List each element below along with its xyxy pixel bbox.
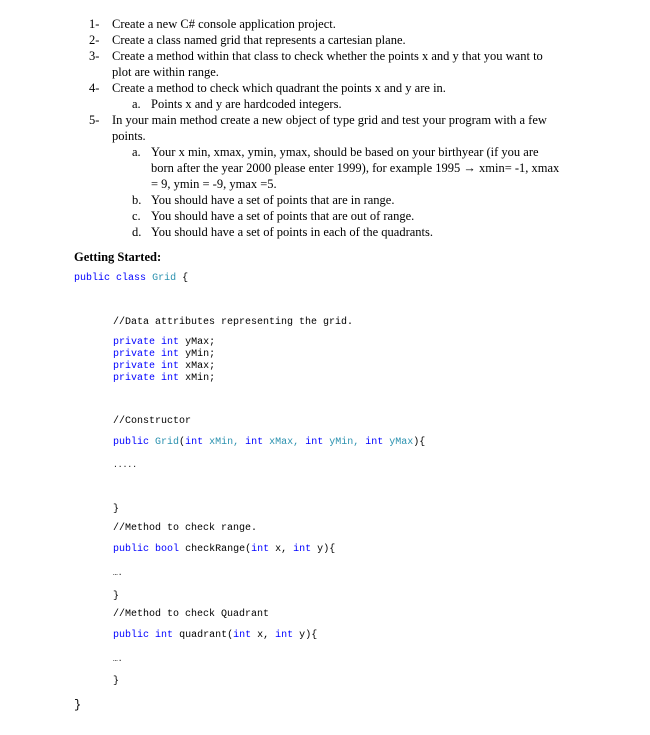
type-name: Grid bbox=[152, 273, 177, 284]
step-2-number: 2- bbox=[89, 33, 100, 47]
keyword: int bbox=[293, 544, 312, 555]
step-5c-letter: c. bbox=[132, 209, 141, 223]
code-comment-constructor: //Constructor bbox=[113, 416, 192, 427]
step-1-text: Create a new C# console application project. bbox=[112, 17, 336, 31]
brace: ){ bbox=[305, 630, 318, 641]
param-name: xMin, bbox=[209, 437, 240, 448]
code-checkrange-body-placeholder: …. bbox=[113, 569, 123, 578]
brace: ){ bbox=[413, 437, 426, 448]
keyword: int bbox=[245, 437, 264, 448]
step-3-text-line1: Create a method within that class to check whether the points x and y that you want to bbox=[112, 49, 543, 63]
keyword: private bbox=[113, 337, 156, 348]
keyword: int bbox=[155, 630, 174, 641]
keyword: int bbox=[185, 437, 204, 448]
step-5d-text: You should have a set of points in each of the quadrants. bbox=[151, 225, 434, 239]
keyword: private bbox=[113, 361, 156, 372]
code-constructor-signature: public Grid(int xMin, int xMax, int yMin, int yMax){ bbox=[113, 437, 426, 448]
brace: ){ bbox=[323, 544, 336, 555]
code-close-brace-3: } bbox=[113, 676, 120, 687]
brace: { bbox=[182, 273, 189, 284]
keyword: int bbox=[305, 437, 324, 448]
param-name: yMax bbox=[389, 437, 414, 448]
getting-started-heading: Getting Started: bbox=[74, 250, 162, 264]
step-5-text-line1: In your main method create a new object of type grid and test your program with a few bbox=[112, 113, 547, 127]
keyword: private bbox=[113, 349, 156, 360]
step-2-text: Create a class named grid that represents a cartesian plane. bbox=[112, 33, 406, 47]
step-5-text-line2: points. bbox=[112, 129, 146, 143]
code-field-ymin bbox=[113, 349, 215, 361]
keyword: public bbox=[113, 544, 150, 555]
step-4-number: 4- bbox=[89, 81, 100, 95]
code-comment-range: //Method to check range. bbox=[113, 523, 258, 534]
step-5a-text-line1: Your x min, xmax, ymin, ymax, should be based on your birthyear (if you are bbox=[151, 145, 539, 159]
step-5b-letter: b. bbox=[132, 193, 142, 207]
keyword: int bbox=[365, 437, 384, 448]
step-1-number: 1- bbox=[89, 17, 100, 31]
param-name: x, bbox=[275, 544, 288, 555]
method-name: checkRange( bbox=[185, 544, 252, 555]
step-5a-letter: a. bbox=[132, 145, 141, 159]
code-close-brace-1: } bbox=[113, 504, 120, 515]
step-5a-text-line2: born after the year 2000 please enter 1999), for example 1995 → xmin= -1, xmax bbox=[151, 161, 560, 175]
param-name: y bbox=[299, 630, 306, 641]
step-3-number: 3- bbox=[89, 49, 100, 63]
keyword: private bbox=[113, 373, 156, 384]
step-4a-letter: a. bbox=[132, 97, 141, 111]
keyword: int bbox=[161, 337, 180, 348]
method-name: quadrant( bbox=[179, 630, 234, 641]
code-close-class-brace: } bbox=[74, 698, 82, 712]
step-5b-text: You should have a set of points that are in range. bbox=[151, 193, 395, 207]
param-name: x, bbox=[257, 630, 270, 641]
keyword: int bbox=[251, 544, 270, 555]
step-5a-text-line3: = 9, ymin = -9, ymax =5. bbox=[151, 177, 277, 191]
keyword: int bbox=[161, 373, 180, 384]
keyword: public bbox=[113, 437, 150, 448]
code-field-xmin bbox=[113, 373, 215, 385]
field-name: yMax; bbox=[185, 337, 216, 348]
keyword: class bbox=[116, 273, 147, 284]
step-4a-text: Points x and y are hardcoded integers. bbox=[151, 97, 342, 111]
step-5-number: 5- bbox=[89, 113, 100, 127]
field-name: xMax; bbox=[185, 361, 216, 372]
field-name: xMin; bbox=[185, 373, 216, 384]
keyword: int bbox=[275, 630, 294, 641]
code-field-xmax bbox=[113, 361, 215, 373]
keyword: bool bbox=[155, 544, 180, 555]
type-name: Grid bbox=[155, 437, 180, 448]
step-3-text-line2: plot are within range. bbox=[112, 65, 219, 79]
code-quadrant-signature bbox=[113, 630, 317, 642]
keyword: int bbox=[161, 349, 180, 360]
keyword: public bbox=[74, 273, 111, 284]
step-5c-text: You should have a set of points that are out of range. bbox=[151, 209, 415, 223]
code-checkrange-signature bbox=[113, 544, 335, 556]
keyword: int bbox=[233, 630, 252, 641]
field-name: yMin; bbox=[185, 349, 216, 360]
code-quadrant-body-placeholder: …. bbox=[113, 655, 123, 664]
code-comment-data: //Data attributes representing the grid. bbox=[113, 317, 354, 328]
param-name: xMax, bbox=[269, 437, 300, 448]
step-4-text: Create a method to check which quadrant the points x and y are in. bbox=[112, 81, 446, 95]
param-name: y bbox=[317, 544, 324, 555]
code-close-brace-2: } bbox=[113, 591, 120, 602]
code-field-ymax bbox=[113, 337, 215, 349]
code-constructor-body-placeholder: ..... bbox=[113, 461, 138, 470]
code-class-declaration bbox=[74, 273, 188, 285]
keyword: int bbox=[161, 361, 180, 372]
step-5d-letter: d. bbox=[132, 225, 142, 239]
keyword: public bbox=[113, 630, 150, 641]
param-name: yMin, bbox=[329, 437, 360, 448]
code-comment-quadrant: //Method to check Quadrant bbox=[113, 609, 270, 620]
